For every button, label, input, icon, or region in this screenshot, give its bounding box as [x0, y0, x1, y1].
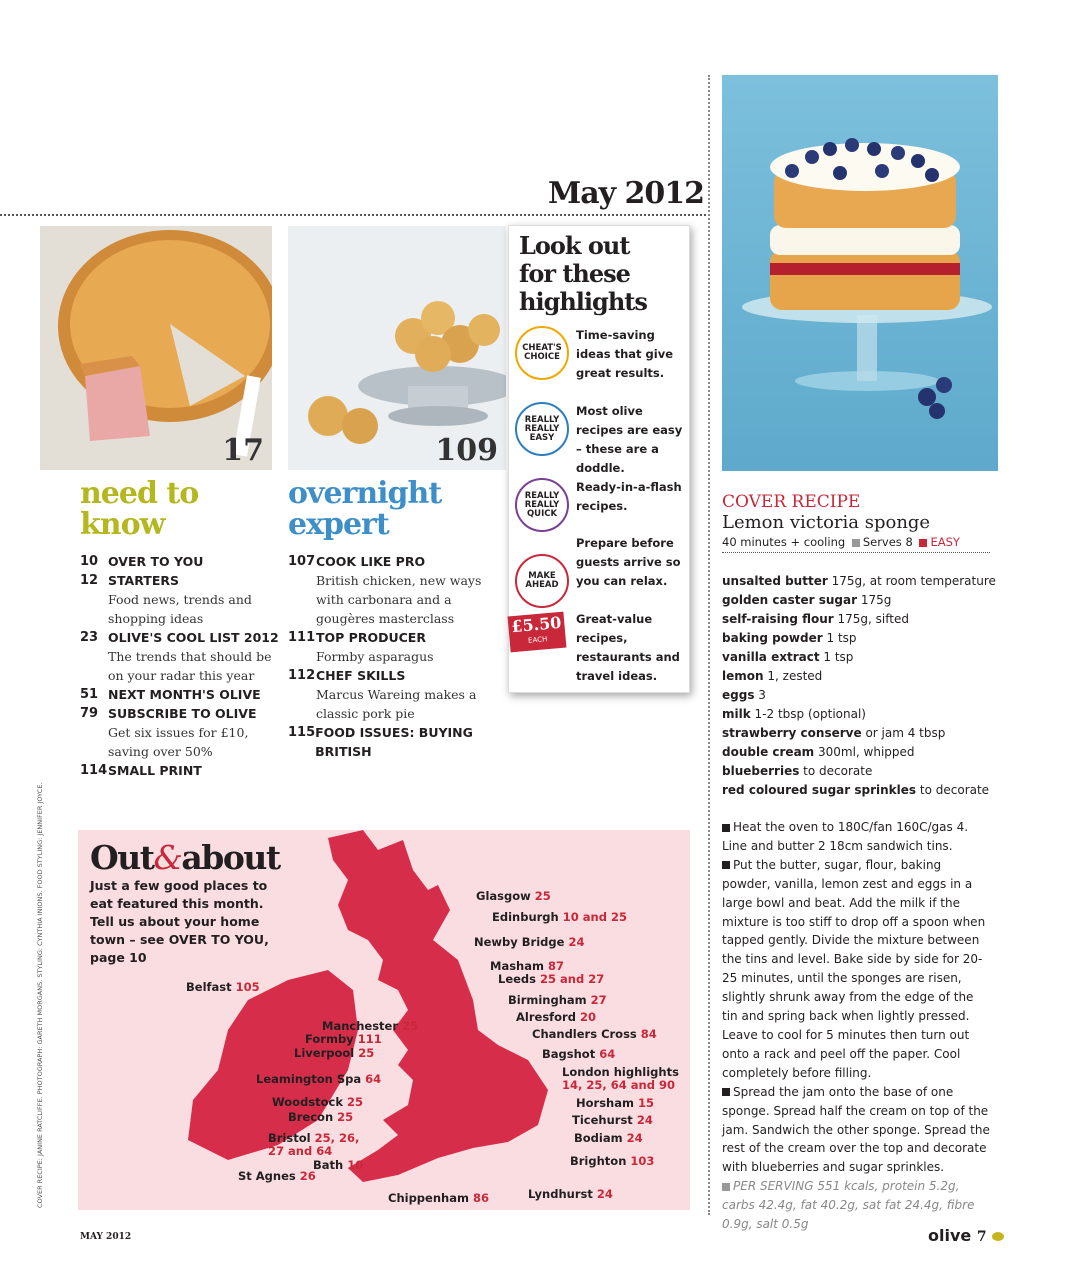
place-name: Masham: [490, 959, 544, 973]
highlight-text: Prepare before guests arrive so you can relax.: [576, 536, 681, 588]
method-step: [722, 856, 992, 1083]
footer-date: MAY 2012: [80, 1232, 132, 1242]
map-place[interactable]: [498, 973, 604, 986]
highlight-item: [509, 610, 691, 683]
map-place[interactable]: [562, 1066, 682, 1092]
toc-item[interactable]: [288, 628, 488, 666]
place-name: London highlights: [562, 1065, 679, 1079]
place-name: Leeds: [498, 972, 537, 986]
ingredient-name: strawberry conserve: [722, 726, 862, 740]
method-step: [722, 818, 992, 856]
toc-desc: Formby asparagus: [316, 649, 434, 664]
map-place[interactable]: [474, 936, 584, 949]
ingredient: [722, 686, 996, 705]
place-name: Brighton: [570, 1154, 627, 1168]
square-icon: [919, 539, 927, 547]
place-pages: 105: [235, 980, 260, 994]
feature-page-number: 17: [222, 433, 264, 468]
map-place[interactable]: [272, 1096, 363, 1109]
square-icon: [722, 824, 730, 832]
place-pages: 64: [365, 1072, 382, 1086]
ingredient: [722, 743, 996, 762]
place-name: Horsham: [576, 1096, 634, 1110]
step-text: Put the butter, sugar, flour, baking powder, vanilla, lemon zest and eggs in a large bowl and beat. Add the milk if the mixture is too stiff to drop off a spoon when tapped gently. Divide the mixture between the tins and level. Bake side by side for 20-25 minutes, until the sponges are risen, slightly shrunk away from the edge of the tin and spring back when lightly pressed. Leave to cool for 5 minutes then turn out onto a rack and peel off the paper. Cool completely before filling.: [722, 857, 986, 1080]
olive-logo: olive: [928, 1226, 972, 1245]
place-name: Manchester: [322, 1019, 399, 1033]
toc-desc: The trends that should be on your radar this year: [108, 649, 272, 683]
place-pages: 25: [358, 1046, 375, 1060]
toc-title: FOOD ISSUES: BUYING BRITISH: [315, 725, 473, 759]
map-place[interactable]: [528, 1188, 613, 1201]
highlights-box: [508, 225, 690, 693]
toc-item[interactable]: [288, 723, 488, 761]
toc-item[interactable]: [80, 761, 280, 780]
place-name: Newby Bridge: [474, 935, 565, 949]
method-step: [722, 1083, 992, 1178]
map-place[interactable]: [388, 1192, 489, 1205]
map-place[interactable]: [574, 1132, 643, 1145]
place-name: Lyndhurst: [528, 1187, 593, 1201]
square-icon: [722, 861, 730, 869]
place-pages: 27: [590, 993, 607, 1007]
ingredient: [722, 762, 996, 781]
highlight-item: [509, 402, 691, 475]
place-name: Belfast: [186, 980, 232, 994]
issue-heading: May 2012: [548, 176, 705, 211]
ingredient-qty: 1 tsp: [826, 631, 857, 645]
ingredient-qty: 175g, at room temperature: [831, 574, 996, 588]
ingredient: [722, 648, 996, 667]
place-name: Chandlers Cross: [532, 1027, 637, 1041]
pork-pie-photo: [40, 226, 272, 470]
ingredient-name: golden caster sugar: [722, 593, 858, 607]
map-place[interactable]: [516, 1011, 596, 1024]
ingredient: [722, 724, 996, 743]
place-name: Birmingham: [508, 993, 587, 1007]
section-heading-need-to-know: [80, 478, 198, 540]
place-pages: 25: [402, 1019, 419, 1033]
place-pages: 87: [548, 959, 565, 973]
place-pages: 25: [337, 1110, 354, 1124]
step-text: Heat the oven to 180C/fan 160C/gas 4. Line and butter 2 18cm sandwich tins.: [722, 820, 969, 853]
square-icon: [722, 1183, 730, 1191]
ingredient: [722, 591, 996, 610]
ingredient-qty: 1 tsp: [823, 650, 854, 664]
toc-title: CHEF SKILLS: [316, 668, 406, 683]
place-name: Alresford: [516, 1010, 576, 1024]
highlight-item: [509, 534, 691, 604]
toc-item[interactable]: [80, 571, 280, 628]
place-name: Liverpool: [294, 1046, 355, 1060]
toc-title: SUBSCRIBE TO OLIVE: [108, 706, 257, 721]
ingredient: [722, 667, 996, 686]
toc-title: NEXT MONTH'S OLIVE: [108, 687, 261, 702]
highlight-text: Time-saving ideas that give great results.: [576, 328, 673, 380]
ingredient-qty: 300ml, whipped: [818, 745, 915, 759]
cheats-choice-badge-icon: CHEAT'S CHOICE: [515, 326, 569, 380]
place-name: Leamington Spa: [256, 1072, 362, 1086]
feature-page-number: 109: [435, 433, 498, 468]
price-sub: EACH: [527, 635, 548, 645]
olive-icon: [992, 1232, 1004, 1241]
ingredient: [722, 781, 996, 800]
toc-item[interactable]: [80, 628, 280, 685]
place-pages: 86: [472, 1191, 489, 1205]
map-place[interactable]: [313, 1159, 363, 1172]
ingredient-qty: 175g, sifted: [837, 612, 909, 626]
place-name: St Agnes: [238, 1169, 296, 1183]
place-pages: 25: [534, 889, 551, 903]
ingredient-name: blueberries: [722, 764, 800, 778]
ingredient-name: vanilla extract: [722, 650, 820, 664]
page-number: 7: [976, 1229, 987, 1245]
map-place[interactable]: [305, 1033, 382, 1046]
really-quick-badge-icon: REALLY REALLY QUICK: [515, 478, 569, 532]
place-name: Bath: [313, 1158, 344, 1172]
footer-logo: [928, 1226, 1004, 1245]
toc-item[interactable]: [80, 704, 280, 761]
price-tag: [508, 612, 567, 653]
map-place[interactable]: [288, 1111, 353, 1124]
toc-desc: Food news, trends and shopping ideas: [108, 592, 252, 626]
ingredient-name: lemon: [722, 669, 764, 683]
toc-item[interactable]: [288, 552, 488, 628]
header-rule: [0, 214, 706, 216]
ingredient: [722, 705, 996, 724]
square-icon: [722, 1088, 730, 1096]
title-line: Look out: [519, 231, 630, 260]
highlights-title: [519, 232, 647, 316]
gougeres-photo: [288, 226, 506, 470]
place-name: Ticehurst: [572, 1113, 633, 1127]
place-name: Brecon: [288, 1110, 334, 1124]
cover-recipe-label: COVER RECIPE: [722, 492, 861, 512]
map-place[interactable]: [508, 994, 607, 1007]
make-ahead-badge-icon: MAKE AHEAD: [515, 554, 569, 608]
ingredient-qty: 3: [758, 688, 766, 702]
title-line: highlights: [519, 287, 647, 316]
toc-overnight-expert: [288, 552, 488, 761]
out-about-title: [90, 838, 280, 877]
place-pages: 24: [596, 1187, 613, 1201]
place-name: Formby: [305, 1032, 354, 1046]
highlight-text: Ready-in-a-flash recipes.: [576, 480, 682, 513]
title-part: Out: [90, 838, 154, 877]
toc-item[interactable]: [288, 666, 488, 723]
ingredient-qty: or jam 4 tbsp: [865, 726, 946, 740]
ingredient-name: double cream: [722, 745, 815, 759]
map-place[interactable]: [256, 1073, 381, 1086]
place-pages: 14, 25, 64 and 90: [562, 1078, 675, 1092]
toc-page: 112: [288, 668, 316, 683]
ingredient-name: baking powder: [722, 631, 823, 645]
map-place[interactable]: [572, 1114, 653, 1127]
price-value: £5.50: [510, 612, 563, 637]
ingredient: [722, 572, 996, 591]
ingredient-name: milk: [722, 707, 751, 721]
place-pages: 25, 26, 27 and 64: [268, 1131, 360, 1158]
place-pages: 24: [568, 935, 585, 949]
heading-line: know: [80, 507, 165, 542]
place-pages: 111: [357, 1032, 382, 1046]
toc-page: 111: [288, 630, 316, 645]
map-place[interactable]: [186, 981, 260, 994]
section-heading-overnight-expert: [288, 478, 441, 540]
place-pages: 103: [630, 1154, 655, 1168]
ingredient-qty: 1, zested: [767, 669, 823, 683]
place-name: Bagshot: [542, 1047, 596, 1061]
title-part: about: [181, 838, 280, 877]
square-icon: [852, 539, 860, 547]
toc-page: 51: [80, 687, 99, 702]
toc-item[interactable]: [80, 552, 280, 571]
place-pages: 24: [626, 1131, 643, 1145]
heading-line: need to: [80, 476, 199, 511]
toc-title: SMALL PRINT: [108, 763, 202, 778]
out-about-intro: Just a few good places to eat featured this month. Tell us about your home town – see OVER TO YOU, page 10: [90, 878, 269, 965]
ingredient-qty: to decorate: [919, 783, 990, 797]
toc-title: TOP PRODUCER: [316, 630, 426, 645]
toc-desc: Marcus Wareing makes a classic pork pie: [316, 687, 477, 721]
map-place[interactable]: [576, 1097, 654, 1110]
toc-page: 79: [80, 706, 99, 721]
place-pages: 24: [636, 1113, 653, 1127]
title-line: for these: [519, 259, 630, 288]
photo-credits: COVER RECIPE: JANINE RATCLIFFE. PHOTOGRAPH: GARETH MORGANS. STYLING: CYNTHIA INIONS. FOOD STYLING: JENNIFER JOYCE.: [36, 782, 44, 1208]
ingredient: [722, 629, 996, 648]
toc-need-to-know: [80, 552, 280, 780]
recipe-time: 40 minutes + cooling: [722, 535, 846, 549]
place-name: Woodstock: [272, 1095, 344, 1109]
place-name: Edinburgh: [492, 910, 559, 924]
heading-line: overnight: [288, 476, 442, 511]
place-pages: 64: [599, 1047, 616, 1061]
toc-desc: Get six issues for £10, saving over 50%: [108, 725, 249, 759]
ingredient: [722, 610, 996, 629]
method: [722, 818, 992, 1234]
toc-desc: British chicken, new ways with carbonara and a gougères masterclass: [316, 573, 482, 626]
cover-cake-photo: [722, 75, 998, 471]
ingredient-name: self-raising flour: [722, 612, 834, 626]
place-pages: 26: [299, 1169, 316, 1183]
place-pages: 10 and 25: [562, 910, 627, 924]
recipe-title: Lemon victoria sponge: [722, 512, 931, 533]
toc-title: STARTERS: [108, 573, 179, 588]
place-pages: 15: [638, 1096, 655, 1110]
map-place[interactable]: [268, 1132, 368, 1158]
toc-title: OLIVE'S COOL LIST 2012: [108, 630, 279, 645]
toc-item[interactable]: [80, 685, 280, 704]
recipe-meta: [722, 535, 990, 553]
toc-page: 10: [80, 554, 99, 569]
step-text: Spread the jam onto the base of one sponge. Spread half the cream on top of the jam. Sandwich the other sponge. Spread the rest of the cream over the top and decorate with blueberries and sugar sprinkles.: [722, 1084, 990, 1175]
toc-page: 115: [288, 725, 316, 740]
toc-page: 107: [288, 554, 316, 569]
place-name: Bodiam: [574, 1131, 623, 1145]
heading-line: expert: [288, 507, 389, 542]
map-place[interactable]: [238, 1170, 316, 1183]
map-place[interactable]: [570, 1155, 654, 1168]
recipe-serves: Serves 8: [862, 535, 913, 549]
column-divider: [708, 75, 710, 1215]
place-pages: 20: [579, 1010, 596, 1024]
place-pages: 10: [347, 1158, 364, 1172]
ingredient-qty: 1-2 tbsp (optional): [754, 707, 866, 721]
map-place[interactable]: [476, 890, 551, 903]
ingredient-name: unsalted butter: [722, 574, 828, 588]
map-place[interactable]: [492, 911, 627, 924]
toc-page: 23: [80, 630, 99, 645]
map-place[interactable]: [542, 1048, 615, 1061]
highlight-text: Great-value recipes, restaurants and travel ideas.: [576, 612, 680, 683]
ingredients-list: [722, 572, 996, 800]
map-place[interactable]: [294, 1047, 374, 1060]
place-name: Chippenham: [388, 1191, 469, 1205]
toc-title: COOK LIKE PRO: [316, 554, 426, 569]
toc-page: 114: [80, 763, 108, 778]
toc-page: 12: [80, 573, 99, 588]
toc-title: OVER TO YOU: [108, 554, 204, 569]
highlight-item: [509, 326, 691, 396]
highlight-text: Most olive recipes are easy – these are a doddle.: [576, 404, 683, 475]
place-pages: 25 and 27: [540, 972, 605, 986]
really-easy-badge-icon: REALLY REALLY EASY: [515, 402, 569, 456]
place-name: Bristol: [268, 1131, 311, 1145]
map-place[interactable]: [532, 1028, 657, 1041]
ingredient-qty: 175g: [860, 593, 892, 607]
out-and-about-panel: [78, 830, 690, 1210]
title-ampersand: &: [153, 838, 182, 877]
nutrition-text: PER SERVING 551 kcals, protein 5.2g, carbs 42.4g, fat 40.2g, sat fat 24.4g, fibre 0.9g, salt 0.5g: [722, 1179, 975, 1232]
place-name: Glasgow: [476, 889, 531, 903]
ingredient-name: eggs: [722, 688, 755, 702]
place-pages: 25: [347, 1095, 364, 1109]
place-pages: 84: [640, 1027, 657, 1041]
recipe-difficulty: EASY: [930, 535, 960, 549]
ingredient-name: red coloured sugar sprinkles: [722, 783, 917, 797]
ingredient-qty: to decorate: [803, 764, 873, 778]
